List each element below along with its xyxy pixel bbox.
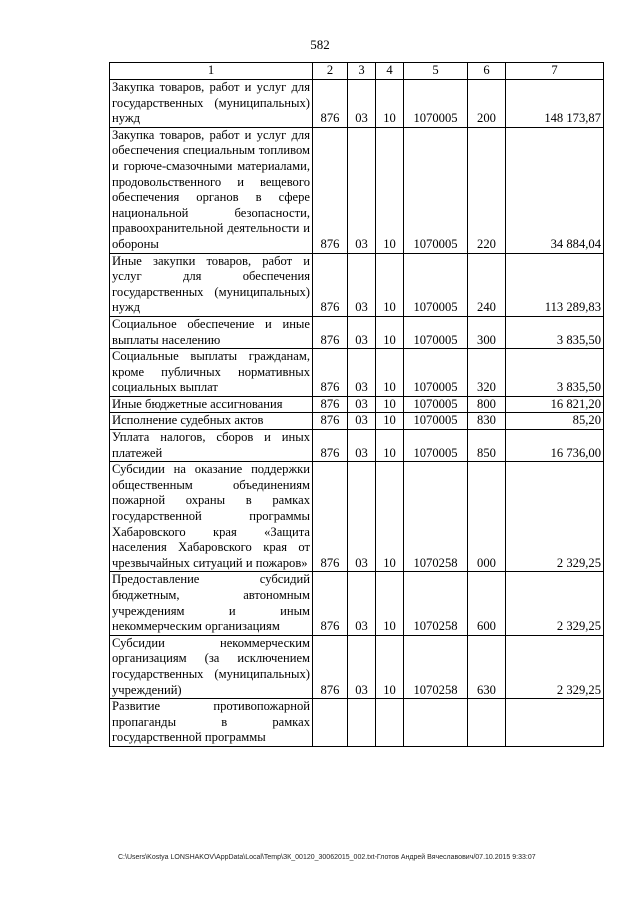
- row-value-c3: 03: [348, 80, 376, 128]
- row-value-c5: 1070005: [404, 396, 468, 413]
- row-value-c5: 1070258: [404, 462, 468, 572]
- row-value-c7: 113 289,83: [506, 253, 604, 316]
- row-value-c3: 03: [348, 572, 376, 635]
- table-row: [110, 699, 604, 747]
- row-value-c4: 10: [376, 430, 404, 462]
- row-value-c6: 830: [468, 413, 506, 430]
- row-value-c5: 1070005: [404, 413, 468, 430]
- row-value-c2: [313, 699, 348, 747]
- row-value-c2: 876: [313, 413, 348, 430]
- row-value-c6: 300: [468, 316, 506, 348]
- table-row: [110, 430, 604, 462]
- row-value-c7: 85,20: [506, 413, 604, 430]
- row-name-cell: Предоставление субсидий бюджетным, автономным учреждениям и иным некоммерческим организациям: [110, 572, 313, 635]
- row-value-c3: 03: [348, 349, 376, 397]
- table-row: [110, 413, 604, 430]
- row-value-c4: 10: [376, 462, 404, 572]
- row-value-c6: 600: [468, 572, 506, 635]
- row-value-c6: 240: [468, 253, 506, 316]
- row-value-c5: 1070258: [404, 572, 468, 635]
- header-cell: 5: [404, 63, 468, 80]
- table-row: [110, 80, 604, 128]
- table-row: [110, 253, 604, 316]
- row-value-c2: 876: [313, 396, 348, 413]
- row-value-c2: 876: [313, 635, 348, 698]
- row-value-c5: 1070005: [404, 316, 468, 348]
- page-number: 582: [310, 37, 330, 52]
- row-value-c2: 876: [313, 316, 348, 348]
- row-value-c6: 200: [468, 80, 506, 128]
- table-row: [110, 316, 604, 348]
- header-cell: 7: [506, 63, 604, 80]
- row-value-c2: 876: [313, 462, 348, 572]
- row-value-c3: 03: [348, 316, 376, 348]
- table-row: [110, 396, 604, 413]
- row-name-cell: Исполнение судебных актов: [110, 413, 313, 430]
- header-cell: 2: [313, 63, 348, 80]
- row-value-c7: [506, 699, 604, 747]
- row-value-c3: 03: [348, 413, 376, 430]
- row-value-c6: 320: [468, 349, 506, 397]
- budget-table: [109, 62, 604, 747]
- row-value-c3: 03: [348, 396, 376, 413]
- row-value-c6: 850: [468, 430, 506, 462]
- row-value-c4: 10: [376, 316, 404, 348]
- row-value-c7: 148 173,87: [506, 80, 604, 128]
- header-cell: 6: [468, 63, 506, 80]
- row-value-c7: 2 329,25: [506, 462, 604, 572]
- row-value-c3: 03: [348, 430, 376, 462]
- row-value-c4: 10: [376, 349, 404, 397]
- row-value-c5: 1070005: [404, 430, 468, 462]
- row-value-c5: 1070005: [404, 349, 468, 397]
- row-value-c4: 10: [376, 635, 404, 698]
- row-value-c3: 03: [348, 127, 376, 253]
- row-name-cell: Субсидии некоммерческим организациям (за исключением государственных (муниципальных) учреждений): [110, 635, 313, 698]
- file-path-footer: C:\Users\Kostya LONSHAKOV\AppData\Local\Temp\ЗК_00120_30062015_002.txt-Глотов Андрей Вячеславович/07.10.2015 9:33:07: [118, 854, 536, 861]
- row-value-c7: 2 329,25: [506, 635, 604, 698]
- row-value-c5: 1070258: [404, 635, 468, 698]
- row-value-c3: [348, 699, 376, 747]
- row-value-c3: 03: [348, 635, 376, 698]
- row-value-c5: 1070005: [404, 253, 468, 316]
- table-row: [110, 635, 604, 698]
- row-value-c7: 16 821,20: [506, 396, 604, 413]
- row-name-cell: Закупка товаров, работ и услуг для государственных (муниципальных) нужд: [110, 80, 313, 128]
- row-name-cell: Социальные выплаты гражданам, кроме публичных нормативных социальных выплат: [110, 349, 313, 397]
- table-row: [110, 462, 604, 572]
- row-value-c2: 876: [313, 253, 348, 316]
- header-row: [110, 63, 604, 80]
- row-value-c3: 03: [348, 462, 376, 572]
- row-value-c4: 10: [376, 253, 404, 316]
- row-value-c4: [376, 699, 404, 747]
- row-value-c7: 2 329,25: [506, 572, 604, 635]
- row-value-c7: 16 736,00: [506, 430, 604, 462]
- row-value-c4: 10: [376, 396, 404, 413]
- row-value-c5: [404, 699, 468, 747]
- row-value-c7: 3 835,50: [506, 316, 604, 348]
- row-value-c3: 03: [348, 253, 376, 316]
- table-row: [110, 349, 604, 397]
- row-value-c4: 10: [376, 127, 404, 253]
- row-value-c5: 1070005: [404, 80, 468, 128]
- row-value-c4: 10: [376, 80, 404, 128]
- row-value-c7: 3 835,50: [506, 349, 604, 397]
- row-name-cell: Развитие противопожарной пропаганды в рамках государственной программы: [110, 699, 313, 747]
- row-value-c4: 10: [376, 572, 404, 635]
- row-name-cell: Иные закупки товаров, работ и услуг для обеспечения государственных (муниципальных) нужд: [110, 253, 313, 316]
- row-name-cell: Иные бюджетные ассигнования: [110, 396, 313, 413]
- table-row: [110, 572, 604, 635]
- row-value-c6: 220: [468, 127, 506, 253]
- row-name-cell: Закупка товаров, работ и услуг для обеспечения специальным топливом и горюче-смазочными материалами, продовольственного и вещевого обеспечения органов в сфере национальной безопасности, правоохранительной деятельности и обороны: [110, 127, 313, 253]
- row-value-c2: 876: [313, 572, 348, 635]
- row-value-c2: 876: [313, 127, 348, 253]
- row-value-c7: 34 884,04: [506, 127, 604, 253]
- row-value-c6: 800: [468, 396, 506, 413]
- header-cell: 1: [110, 63, 313, 80]
- header-cell: 4: [376, 63, 404, 80]
- row-value-c6: 630: [468, 635, 506, 698]
- row-value-c6: [468, 699, 506, 747]
- row-name-cell: Социальное обеспечение и иные выплаты населению: [110, 316, 313, 348]
- table-row: [110, 127, 604, 253]
- row-name-cell: Уплата налогов, сборов и иных платежей: [110, 430, 313, 462]
- row-value-c4: 10: [376, 413, 404, 430]
- row-name-cell: Субсидии на оказание поддержки общественным объединениям пожарной охраны в рамках государственной программы Хабаровского края «Защита населения Хабаровского края от чрезвычайных ситуаций и пожаров»: [110, 462, 313, 572]
- row-value-c6: 000: [468, 462, 506, 572]
- row-value-c5: 1070005: [404, 127, 468, 253]
- row-value-c2: 876: [313, 430, 348, 462]
- header-cell: 3: [348, 63, 376, 80]
- row-value-c2: 876: [313, 80, 348, 128]
- row-value-c2: 876: [313, 349, 348, 397]
